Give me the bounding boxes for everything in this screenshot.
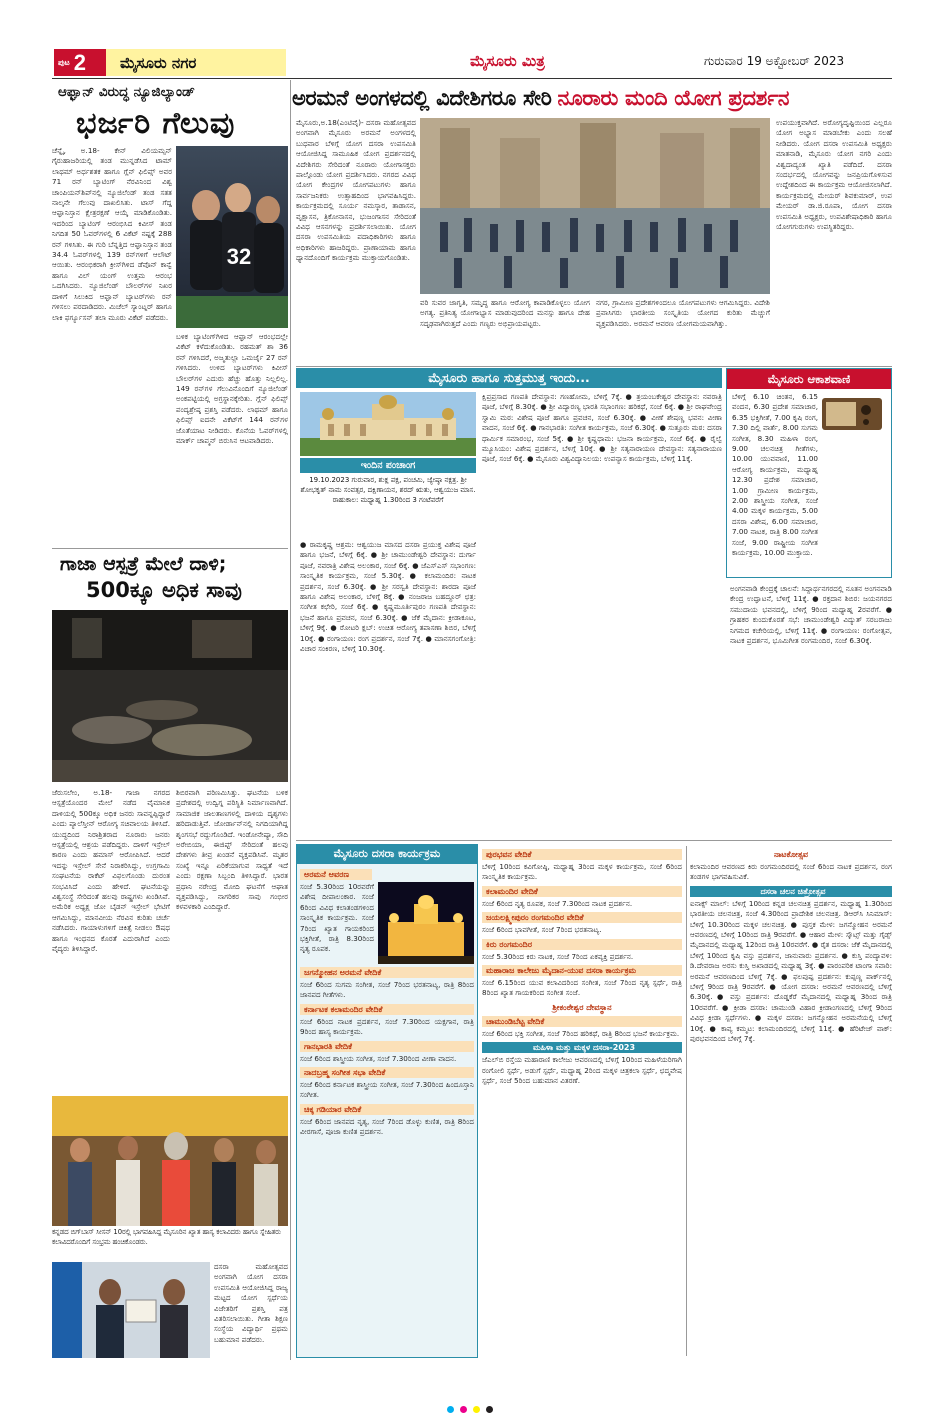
palace-lights-image xyxy=(378,882,474,964)
gaza-body-right: ಶಿಬಿರವಾಗಿ ಪರಿಣಮಿಸಿತ್ತು. ಘಟನೆಯ ಬಳಿಕ ಪ್ರದೇಶದಲ್ಲಿ ಉದ್ವಿಗ್ನ ಪರಿಸ್ಥಿತಿ ನಿರ್ಮಾಣವಾಗಿದೆ. ಸಾಮಾಜಿಕ ಜಾಲತಾಣಗಳಲ್ಲಿ ದಾಳಿಯ ದೃಶ್ಯಗಳು ಹರಿದಾಡುತ್ತಿವೆ. ಜೋರ್ಡಾನ್‌ನಲ್ಲಿ ನಿಗದಿಯಾಗಿದ್ದ ಶೃಂಗಸಭೆ ರದ್ದುಗೊಂಡಿದೆ. ಇಂಡೋನೇಷ್ಯಾ, ಸೌದಿ ಅರೇಬಿಯಾ, ಈಜಿಪ್ಟ್ ಸೇರಿದಂತೆ ಹಲವು ದೇಶಗಳು ತೀವ್ರ ಖಂಡನೆ ವ್ಯಕ್ತಪಡಿಸಿವೆ. ಮೃತರ ಸಂಖ್ಯೆ ಇನ್ನೂ ಏರಿಕೆಯಾಗುವ ಸಾಧ್ಯತೆ ಇದೆ ಎಂದು ರಕ್ಷಣಾ ಸಿಬ್ಬಂದಿ ತಿಳಿಸಿದ್ದಾರೆ. ಭಾರತ ಪ್ರಧಾನಿ ನರೇಂದ್ರ ಮೋದಿ ಘಟನೆಗೆ ಆಘಾತ ವ್ಯಕ್ತಪಡಿಸಿದ್ದು, ನಾಗರಿಕರ ಸಾವು ಗಂಭೀರ ಕಳವಳಕಾರಿ ಎಂದಿದ್ದಾರೆ. xyxy=(176,788,288,912)
page-number-badge xyxy=(54,49,106,76)
cricket-kicker: ಆಫ್ಘಾನ್ ವಿರುದ್ಧ ನ್ಯೂಜಿಲ್ಯಾಂಡ್ xyxy=(58,84,195,100)
palace-photo xyxy=(300,392,476,456)
dasara-right-sub1: ನಾಟಕೋತ್ಸವ xyxy=(774,850,808,859)
dasara-text1: ಸಂಜೆ 5.30ರಿಂದ 10ರವರೆಗೆ ವಿಶೇಷ ದೀಪಾಲಂಕಾರ. ಸಂಜೆ 6ರಿಂದ ವಿವಿಧ ಕಲಾತಂಡಗಳಿಂದ ಸಾಂಸ್ಕೃತಿಕ ಕಾರ್ಯಕ್ರಮ. ಸಂಜೆ 7ರಿಂದ ಖ್ಯಾತ ಗಾಯಕರಿಂದ ಭಕ್ತಿಗೀತೆ, ರಾತ್ರಿ 8.30ರಿಂದ ನೃತ್ಯ ರೂಪಕ. xyxy=(300,882,374,954)
dasara-mid-sub2: ಕಲಾಮಂದಿರ ವೇದಿಕೆ xyxy=(482,886,682,897)
dasara-col-rule xyxy=(686,846,687,1356)
dasara-sub3: ಕರ್ನಾಟಕ ಕಲಾಮಂದಿರ ವೇದಿಕೆ xyxy=(300,1004,474,1015)
dasara-mid-text8: ಜೆಎಲ್‌ಬಿ ರಸ್ತೆಯ ಮಹಾರಾಣಿ ಕಾಲೇಜು ಆವರಣದಲ್ಲಿ ಬೆಳಿಗ್ಗೆ 10ರಿಂದ ಮಹಿಳೆಯರಿಗಾಗಿ ರಂಗೋಲಿ ಸ್ಪರ್ಧೆ, ಅಡುಗೆ ಸ್ಪರ್ಧೆ, ಮಧ್ಯಾಹ್ನ 2ರಿಂದ ಮಕ್ಕಳ ಚಿತ್ರಕಲಾ ಸ್ಪರ್ಧೆ, ಛದ್ಮವೇಷ ಸ್ಪರ್ಧೆ, ಸಂಜೆ 5ರಿಂದ ಬಹುಮಾನ ವಿತರಣೆ. xyxy=(482,1055,682,1086)
today-events-mid: ● ರಾಮಕೃಷ್ಣ ಆಶ್ರಮ: ಆಶ್ವಯುಜ ಮಾಸದ ದಸರಾ ಪ್ರಯುಕ್ತ ವಿಶೇಷ ಪೂಜೆ ಹಾಗೂ ಭಜನೆ, ಬೆಳಿಗ್ಗೆ 6ಕ್ಕೆ. ● ಶ್ರೀ ಚಾಮುಂಡೇಶ್ವರಿ ದೇವಸ್ಥಾನ: ದುರ್ಗಾ ಪೂಜೆ, ನವರಾತ್ರಿ ವಿಶೇಷ ಅಲಂಕಾರ, ಸಂಜೆ 6ಕ್ಕೆ. ● ಜೆಎಸ್‌ಎಸ್ ಸಭಾಂಗಣ: ಸಾಂಸ್ಕೃತಿಕ ಕಾರ್ಯಕ್ರಮ, ಸಂಜೆ 5.30ಕ್ಕೆ. ● ಕಲಾಮಂದಿರ: ನಾಟಕ ಪ್ರದರ್ಶನ, ಸಂಜೆ 6.30ಕ್ಕೆ. ● ಶ್ರೀ ಸರಸ್ವತಿ ದೇವಸ್ಥಾನ: ಶಾರದಾ ಪೂಜೆ ಹಾಗೂ ವಿಶೇಷ ಅಲಂಕಾರ, ಬೆಳಿಗ್ಗೆ 8ಕ್ಕೆ. ● ನಂಜರಾಜ ಬಹದ್ದೂರ್ ಛತ್ರ: ಸಂಗೀತ ಕಛೇರಿ, ಸಂಜೆ 6ಕ್ಕೆ. ● ಕೃಷ್ಣಮೂರ್ತಿಪುರಂ ಗಣಪತಿ ದೇವಸ್ಥಾನ: ಭಜನೆ ಹಾಗೂ ಪ್ರವಚನ, ಸಂಜೆ 6.30ಕ್ಕೆ. ● ಜೆಕೆ ಮೈದಾನ: ಕ್ರೀಡಾಕೂಟ, ಬೆಳಿಗ್ಗೆ 9ಕ್ಕೆ. ● ರೋಟರಿ ಕ್ಲಬ್: ಉಚಿತ ಆರೋಗ್ಯ ತಪಾಸಣಾ ಶಿಬಿರ, ಬೆಳಿಗ್ಗೆ 10ಕ್ಕೆ. ● ರಂಗಾಯಣ: ರಂಗ ಪ್ರದರ್ಶನ, ಸಂಜೆ 7ಕ್ಕೆ. ● ಮಾನಸಗಂಗೋತ್ರಿ: ವಿಚಾರ ಸಂಕಿರಣ, ಬೆಳಿಗ್ಗೆ 10.30ಕ್ಕೆ. xyxy=(300,540,476,654)
cricket-photo xyxy=(176,146,288,328)
hospital-attack-image xyxy=(52,610,288,782)
notices-text: ಅಂಗನವಾಡಿ ಕೇಂದ್ರಕ್ಕೆ ಚಾಲನೆ: ಸಿದ್ದಾರ್ಥನಗರದಲ್ಲಿ ನೂತನ ಅಂಗನವಾಡಿ ಕೇಂದ್ರ ಉದ್ಘಾಟನೆ, ಬೆಳಿಗ್ಗೆ 11ಕ್ಕೆ. ● ರಕ್ತದಾನ ಶಿಬಿರ: ಜಯನಗರದ ಸಮುದಾಯ ಭವನದಲ್ಲಿ, ಬೆಳಿಗ್ಗೆ 9ರಿಂದ ಮಧ್ಯಾಹ್ನ 2ರವರೆಗೆ. ● ಗ್ರಾಹಕರ ಕುಂದುಕೊರತೆ ಸಭೆ: ಚಾಮುಂಡೇಶ್ವರಿ ವಿದ್ಯುತ್ ಸರಬರಾಜು ನಿಗಮದ ಕಚೇರಿಯಲ್ಲಿ, ಬೆಳಿಗ್ಗೆ 11ಕ್ಕೆ. ● ರಂಗಾಯಣ: ರಂಗೋತ್ಸವ, ನಾಟಕ ಪ್ರದರ್ಶನ, ಭೂಮಿಗೀತ ರಂಗಮಂದಿರ, ಸಂಜೆ 6.30ಕ್ಕೆ. xyxy=(730,584,892,646)
section-title: ಮೈಸೂರು ನಗರ xyxy=(120,53,197,72)
yellow-mark xyxy=(473,1406,480,1413)
radio-title: ಮೈಸೂರು ಆಕಾಶವಾಣಿ xyxy=(767,371,851,386)
dasara-title: ಮೈಸೂರು ದಸರಾ ಕಾರ್ಯಕ್ರಮ xyxy=(333,847,441,860)
radio-set-icon xyxy=(820,392,884,432)
section-label xyxy=(106,49,286,76)
yoga-headline-b: ನೂರಾರು ಮಂದಿ ಯೋಗ ಪ್ರದರ್ಶನ xyxy=(557,85,790,110)
panchanga-title: ಇಂದಿನ ಪಂಚಾಂಗ xyxy=(360,460,416,471)
dasara-col1 xyxy=(300,866,474,1354)
registration-marks xyxy=(0,1406,945,1416)
paper-name: ಮೈಸೂರು ಮಿತ್ರ xyxy=(470,52,545,70)
yoga-headline xyxy=(292,80,892,116)
cricket-players-image xyxy=(176,146,288,328)
dasara-mid-sub4: ಕಿರು ರಂಗಮಂದಿರ xyxy=(482,939,682,950)
dasara-text3: ಸಂಜೆ 6ರಿಂದ ನಾಟಕ ಪ್ರದರ್ಶನ, ಸಂಜೆ 7.30ರಿಂದ ಯಕ್ಷಗಾನ, ರಾತ್ರಿ 9ರಿಂದ ಹಾಸ್ಯ ಕಾರ್ಯಕ್ರಮ. xyxy=(300,1016,474,1037)
black-mark xyxy=(486,1406,493,1413)
left-column-rule xyxy=(290,80,291,1360)
cricket-headline: ಭರ್ಜರಿ ಗೆಲುವು xyxy=(76,106,236,141)
dasara-text6: ಸಂಜೆ 6ರಿಂದ ಜಾನಪದ ನೃತ್ಯ, ಸಂಜೆ 7ರಿಂದ ಡೊಳ್ಳು ಕುಣಿತ, ರಾತ್ರಿ 8ರಿಂದ ವೀರಗಾಸೆ, ಪೂಜಾ ಕುಣಿತ ಪ್ರದರ್ಶನ. xyxy=(300,1116,474,1137)
radio-schedule: ಬೆಳಿಗ್ಗೆ 6.10 ಚಿಂತನ, 6.15 ವಂದನ, 6.30 ಪ್ರದೇಶ ಸಮಾಚಾರ, 6.35 ಭಕ್ತಿಗೀತೆ, 7.00 ಕೃಷಿ ರಂಗ, 7.30 ದಿಲ್ಲಿ ವಾರ್ತೆ, 8.00 ಸುಗಮ ಸಂಗೀತ, 8.30 ಮಹಿಳಾ ರಂಗ, 9.00 ಚಲನಚಿತ್ರ ಗೀತೆಗಳು, 10.00 ಯುವವಾಣಿ, 11.00 ಆರೋಗ್ಯ ಕಾರ್ಯಕ್ರಮ, ಮಧ್ಯಾಹ್ನ 12.30 ಪ್ರದೇಶ ಸಮಾಚಾರ, 1.00 ಗ್ರಾಮೀಣ ಕಾರ್ಯಕ್ರಮ, 2.00 ಶಾಸ್ತ್ರೀಯ ಸಂಗೀತ, ಸಂಜೆ 4.00 ಮಕ್ಕಳ ಕಾರ್ಯಕ್ರಮ, 5.00 ದಸರಾ ವಿಶೇಷ, 6.00 ಸಮಾಚಾರ, 7.00 ನಾಟಕ, ರಾತ್ರಿ 8.00 ಸಂಗೀತ ಸಂಜೆ, 9.00 ರಾಷ್ಟ್ರೀಯ ಸಂಗೀತ ಕಾರ್ಯಕ್ರಮ, 10.00 ಮುಕ್ತಾಯ. xyxy=(732,392,818,558)
dasara-sub2: ಜಗನ್ಮೋಹನ ಅರಮನೆ ವೇದಿಕೆ xyxy=(300,967,474,978)
dasara-mid-sub7: ಚಾಮುಂಡಿಬೆಟ್ಟ ವೇದಿಕೆ xyxy=(482,1016,682,1027)
magenta-mark xyxy=(460,1406,467,1413)
dasara-sub4: ಗಾನಭಾರತಿ ವೇದಿಕೆ xyxy=(300,1041,474,1052)
dasara-sub6: ಚಿಕ್ಕ ಗಡಿಯಾರ ವೇದಿಕೆ xyxy=(300,1104,474,1115)
radio-icon xyxy=(820,392,884,432)
cricket-body-right: ಬಳಿಕ ಬ್ಯಾಟಿಂಗ್‌ಗಿಳಿದ ಆಫ್ಘಾನ್ ಆರಂಭದಲ್ಲೇ ವಿಕೆಟ್ ಕಳೆದುಕೊಂಡಿತು. ರಹಮತ್ ಶಾ 36 ರನ್ ಗಳಿಸಿದರೆ, ಅಜ್ಮತುಲ್ಲಾ ಒಮರ್ಜೈ 27 ರನ್ ಗಳಿಸಿದರು. ಉಳಿದ ಬ್ಯಾಟರ್‌ಗಳು ಕಿವೀಸ್ ಬೌಲರ್‌ಗಳ ಎದುರು ಹೆಚ್ಚು ಹೊತ್ತು ನಿಲ್ಲಲಿಲ್ಲ. 149 ರನ್‌ಗಳ ಗೆಲುವಿನೊಂದಿಗೆ ನ್ಯೂಜಿಲೆಂಡ್ ಅಂಕಪಟ್ಟಿಯಲ್ಲಿ ಅಗ್ರಸ್ಥಾನಕ್ಕೇರಿತು. ಗ್ಲೆನ್ ಫಿಲಿಪ್ಸ್ ಪಂದ್ಯಶ್ರೇಷ್ಠ ಪ್ರಶಸ್ತಿ ಪಡೆದರು. ಲಾಥಮ್ ಹಾಗೂ ಫಿಲಿಪ್ಸ್ ಐದನೇ ವಿಕೆಟ್‌ಗೆ 144 ರನ್‌ಗಳ ಜೊತೆಯಾಟ ನೀಡಿದರು. ಕೊನೆಯ ಓವರ್‌ಗಳಲ್ಲಿ ಮಾರ್ಕ್ ಚಾಪ್ಮನ್ ಬಿರುಸಿನ ಆಟವಾಡಿದರು. xyxy=(176,332,288,446)
panchanga-title-bar xyxy=(300,458,476,473)
cricket-body-left: ಚೆನ್ನೈ, ಅ.18- ಕೇನ್ ವಿಲಿಯಮ್ಸನ್ ಗೈರುಹಾಜರಿಯಲ್ಲಿ ತಂಡ ಮುನ್ನಡೆಸಿದ ಟಾಮ್ ಲಾಥಮ್ ಅರ್ಧಶತಕ ಹಾಗೂ ಗ್ಲೆನ್ ಫಿಲಿಪ್ಸ್ ಅವರ 71 ರನ್ ಬ್ಯಾಟಿಂಗ್ ನೆರವಿನಿಂದ ವಿಶ್ವ ಚಾಂಪಿಯನ್‌ಶಿಪ್‌ನಲ್ಲಿ ನ್ಯೂಜಿಲೆಂಡ್ ತಂಡ ಸತತ ನಾಲ್ಕನೇ ಗೆಲುವು ದಾಖಲಿಸಿತು. ಟಾಸ್ ಗೆದ್ದ ಆಫ್ಘಾನಿಸ್ತಾನ ಕ್ಷೇತ್ರರಕ್ಷಣೆ ಆಯ್ಕೆ ಮಾಡಿಕೊಂಡಿತು. ಇದರಿಂದ ಬ್ಯಾಟಿಂಗ್ ಆರಂಭಿಸಿದ ಕಿವೀಸ್ ತಂಡ ನಿಗದಿತ 50 ಓವರ್‌ಗಳಲ್ಲಿ 6 ವಿಕೆಟ್ ನಷ್ಟಕ್ಕೆ 288 ರನ್ ಗಳಿಸಿತು. ಈ ಗುರಿ ಬೆನ್ನತ್ತಿದ ಆಫ್ಘಾನಿಸ್ತಾನ ತಂಡ 34.4 ಓವರ್‌ಗಳಲ್ಲಿ 139 ರನ್‌ಗಳಿಗೆ ಆಲೌಟ್ ಆಯಿತು. ಆರಂಭಿಕರಾಗಿ ಕ್ರೀಸ್‌ಗಿಳಿದ ಡೆವೊನ್ ಕಾನ್ವೆ ಹಾಗೂ ವಿಲ್ ಯಂಗ್ ಉತ್ತಮ ಆರಂಭ ಒದಗಿಸಿದರು. ನ್ಯೂಜಿಲೆಂಡ್ ಬೌಲರ್‌ಗಳ ನಿಖರ ದಾಳಿಗೆ ಸಿಲುಕಿದ ಆಫ್ಘಾನ್ ಬ್ಯಾಟರ್‌ಗಳು ರನ್ ಗಳಿಸಲು ಪರದಾಡಿದರು. ಮಿಚೆಲ್ ಸ್ಯಾಂಟ್ನರ್ ಹಾಗೂ ಲಾಕಿ ಫರ್ಗ್ಯೂಸನ್ ತಲಾ ಮೂರು ವಿಕೆಟ್ ಪಡೆದರು. xyxy=(52,146,172,322)
dasara-title-bar xyxy=(296,844,478,864)
gaza-headline-2: 500ಕ್ಕೂ ಅಧಿಕ ಸಾವು xyxy=(86,578,242,602)
illuminated-palace-photo xyxy=(378,882,474,964)
today-title-bar xyxy=(296,368,722,388)
today-title: ಮೈಸೂರು ಹಾಗೂ ಸುತ್ತಮುತ್ತ ಇಂದು... xyxy=(428,370,590,385)
yoga-headline-a: ಅರಮನೆ ಅಂಗಳದಲ್ಲಿ ವಿದೇಶಿಗರೂ ಸೇರಿ xyxy=(292,85,552,110)
page-number: 2 xyxy=(73,49,86,75)
gaza-headline-1: ಗಾಜಾ ಆಸ್ಪತ್ರೆ ಮೇಲೆ ದಾಳಿ; xyxy=(60,553,227,575)
dasara-mid-sub5: ಮಹಾರಾಜ ಕಾಲೇಜು ಮೈದಾನ-ಯುವ ದಸರಾ ಕಾರ್ಯಕ್ರಮ xyxy=(482,965,682,976)
gaza-top-rule xyxy=(52,548,288,549)
award-photo xyxy=(52,1262,210,1358)
yoga-bottom-rule xyxy=(296,366,892,367)
today-bottom-rule xyxy=(296,840,892,841)
dasara-right-text2: ಐನಾಕ್ಸ್ ಮಾಲ್: ಬೆಳಿಗ್ಗೆ 10ರಿಂದ ಕನ್ನಡ ಚಲನಚಿತ್ರ ಪ್ರದರ್ಶನ, ಮಧ್ಯಾಹ್ನ 1.30ರಿಂದ ಭಾರತೀಯ ಚಲನಚಿತ್ರ, ಸಂಜೆ 4.30ರಿಂದ ಪ್ರಾದೇಶಿಕ ಚಲನಚಿತ್ರ. ಡಿಆರ್‌ಸಿ ಸಿನಿಮಾಸ್: ಬೆಳಿಗ್ಗೆ 10.30ರಿಂದ ಮಕ್ಕಳ ಚಲನಚಿತ್ರ. ● ಪುಸ್ತಕ ಮೇಳ: ಜಗನ್ಮೋಹನ ಅರಮನೆ ಆವರಣದಲ್ಲಿ ಬೆಳಿಗ್ಗೆ 10ರಿಂದ ರಾತ್ರಿ 9ರವರೆಗೆ. ● ಆಹಾರ ಮೇಳ: ಸ್ಕೌಟ್ಸ್ ಮತ್ತು ಗೈಡ್ಸ್ ಮೈದಾನದಲ್ಲಿ ಮಧ್ಯಾಹ್ನ 12ರಿಂದ ರಾತ್ರಿ 10ರವರೆಗೆ. ● ರೈತ ದಸರಾ: ಜೆಕೆ ಮೈದಾನದಲ್ಲಿ ಬೆಳಿಗ್ಗೆ 10ರಿಂದ ಕೃಷಿ ವಸ್ತು ಪ್ರದರ್ಶನ, ಜಾನುವಾರು ಪ್ರದರ್ಶನ. ● ಕುಸ್ತಿ ಪಂದ್ಯಾವಳಿ: ಡಿ.ದೇವರಾಜ ಅರಸು ಕುಸ್ತಿ ಅಖಾಡದಲ್ಲಿ ಮಧ್ಯಾಹ್ನ 3ಕ್ಕೆ. ● ಪಾರಂಪರಿಕ ಟಾಂಗಾ ಸವಾರಿ: ಅರಮನೆ ಆವರಣದಿಂದ ಬೆಳಿಗ್ಗೆ 7ಕ್ಕೆ. ● ಫಲಪುಷ್ಪ ಪ್ರದರ್ಶನ: ಕುಪ್ಪಣ್ಣ ಪಾರ್ಕ್‌ನಲ್ಲಿ ಬೆಳಿಗ್ಗೆ 9ರಿಂದ ರಾತ್ರಿ 9ರವರೆಗೆ. ● ಯೋಗ ದಸರಾ: ಅರಮನೆ ಆವರಣದಲ್ಲಿ ಬೆಳಿಗ್ಗೆ 6.30ಕ್ಕೆ. ● ವಸ್ತು ಪ್ರದರ್ಶನ: ದೊಡ್ಡಕೆರೆ ಮೈದಾನದಲ್ಲಿ ಮಧ್ಯಾಹ್ನ 3ರಿಂದ ರಾತ್ರಿ 10ರವರೆಗೆ. ● ಕ್ರೀಡಾ ದಸರಾ: ಚಾಮುಂಡಿ ವಿಹಾರ ಕ್ರೀಡಾಂಗಣದಲ್ಲಿ ಬೆಳಿಗ್ಗೆ 9ರಿಂದ ವಿವಿಧ ಕ್ರೀಡಾ ಸ್ಪರ್ಧೆಗಳು. ● ಮಕ್ಕಳ ದಸರಾ: ಜಗನ್ಮೋಹನ ಅರಮನೆಯಲ್ಲಿ ಬೆಳಿಗ್ಗೆ 10ಕ್ಕೆ. ● ಕಾವ್ಯ ಕಮ್ಮಟ: ಕಲಾಮಂದಿರದಲ್ಲಿ ಬೆಳಿಗ್ಗೆ 11ಕ್ಕೆ. ● ಹೆರಿಟೇಜ್ ವಾಕ್: ಪುರಭವನದಿಂದ ಬೆಳಿಗ್ಗೆ 7ಕ್ಕೆ. xyxy=(690,898,892,1044)
cyan-mark xyxy=(447,1406,454,1413)
dasara-mid-sub6: ಶ್ರೀಕಂಠೇಶ್ವರ ದೇವಸ್ಥಾನ xyxy=(552,1002,612,1012)
dasara-mid-text5: ಸಂಜೆ 6.15ರಿಂದ ಯುವ ಕಲಾವಿದರಿಂದ ಸಂಗೀತ, ಸಂಜೆ 7ರಿಂದ ನೃತ್ಯ ಸ್ಪರ್ಧೆ, ರಾತ್ರಿ 8ರಿಂದ ಖ್ಯಾತ ಗಾಯಕರಿಂದ ಸಂಗೀತ ಸಂಜೆ. xyxy=(482,978,682,998)
gaza-body-left: ಜೆರುಸಲೇಂ, ಅ.18- ಗಾಜಾ ನಗರದ ಆಸ್ಪತ್ರೆಯೊಂದರ ಮೇಲೆ ನಡೆದ ವೈಮಾನಿಕ ದಾಳಿಯಲ್ಲಿ 500ಕ್ಕೂ ಅಧಿಕ ಜನರು ಸಾವನ್ನಪ್ಪಿದ್ದಾರೆ ಎಂದು ಪ್ಯಾಲೆಸ್ತೀನ್ ಆರೋಗ್ಯ ಸಚಿವಾಲಯ ತಿಳಿಸಿದೆ. ಯುದ್ಧದಿಂದ ನಿರಾಶ್ರಿತರಾದ ನೂರಾರು ಜನರು ಆಸ್ಪತ್ರೆಯಲ್ಲಿ ಆಶ್ರಯ ಪಡೆದಿದ್ದರು. ದಾಳಿಗೆ ಇಸ್ರೇಲ್ ಕಾರಣ ಎಂದು ಹಮಾಸ್ ಆರೋಪಿಸಿದೆ. ಆದರೆ ಇದನ್ನು ಇಸ್ರೇಲ್ ಸೇನೆ ನಿರಾಕರಿಸಿದ್ದು, ಉಗ್ರಗಾಮಿ ಸಂಘಟನೆಯ ರಾಕೆಟ್ ವಿಫಲಗೊಂಡು ದುರಂತ ಸಂಭವಿಸಿದೆ ಎಂದು ಹೇಳಿದೆ. ಘಟನೆಯನ್ನು ವಿಶ್ವಸಂಸ್ಥೆ ಸೇರಿದಂತೆ ಹಲವು ರಾಷ್ಟ್ರಗಳು ಖಂಡಿಸಿವೆ. ಅಮೆರಿಕ ಅಧ್ಯಕ್ಷ ಜೋ ಬೈಡನ್ ಇಸ್ರೇಲ್ ಭೇಟಿಗೆ ಆಗಮಿಸಿದ್ದು, ಮಾನವೀಯ ನೆರವಿನ ಕುರಿತು ಚರ್ಚೆ ನಡೆಸಿದರು. ಗಾಯಾಳುಗಳಿಗೆ ಚಿಕಿತ್ಸೆ ನೀಡಲು ಔಷಧ ಹಾಗೂ ಇಂಧನದ ಕೊರತೆ ಎದುರಾಗಿದೆ ಎಂದು ವೈದ್ಯರು ತಿಳಿಸಿದ್ದಾರೆ. xyxy=(52,788,170,954)
bigboss-photo xyxy=(52,1096,288,1226)
dasara-text2: ಸಂಜೆ 6ರಿಂದ ಸುಗಮ ಸಂಗೀತ, ಸಂಜೆ 7ರಿಂದ ಭರತನಾಟ್ಯ, ರಾತ್ರಿ 8ರಿಂದ ಜಾನಪದ ಗೀತೆಗಳು. xyxy=(300,980,474,1000)
masthead-rule xyxy=(52,78,892,79)
dasara-mid-sub8: ಮಹಿಳಾ ಮತ್ತು ಮಕ್ಕಳ ದಸರಾ-2023 xyxy=(482,1042,682,1053)
dasara-right-text1: ಕಲಾಮಂದಿರ ಆವರಣದ ಕಿರು ರಂಗಮಂದಿರದಲ್ಲಿ ಸಂಜೆ 6ರಿಂದ ನಾಟಕ ಪ್ರದರ್ಶನ, ರಂಗ ತಂಡಗಳ ಭಾಗವಹಿಸುವಿಕೆ. xyxy=(690,862,892,882)
dasara-mid-sub3: ಜಯಲಕ್ಷ್ಮೀಪುರಂ ರಂಗಮಂದಿರ ವೇದಿಕೆ xyxy=(482,912,682,923)
brief-text: ದಸರಾ ಮಹೋತ್ಸವದ ಅಂಗವಾಗಿ ಯೋಗ ದಸರಾ ಉಪಸಮಿತಿ ಆಯೋಜಿಸಿದ್ದ ರಾಜ್ಯ ಮಟ್ಟದ ಯೋಗ ಸ್ಪರ್ಧೆಯ ವಿಜೇತರಿಗೆ ಪ್ರಶಸ್ತಿ ಪತ್ರ ವಿತರಿಸಲಾಯಿತು. ಗೀತಾ ಶಿಕ್ಷಣ ಸಂಸ್ಥೆಯ ವಿದ್ಯಾರ್ಥಿ ಪ್ರಥಮ ಬಹುಮಾನ ಪಡೆದರು. xyxy=(214,1262,288,1344)
dasara-col2 xyxy=(482,846,682,1356)
yoga-photo xyxy=(420,118,770,294)
dasara-text4: ಸಂಜೆ 6ರಿಂದ ಶಾಸ್ತ್ರೀಯ ಸಂಗೀತ, ಸಂಜೆ 7.30ರಿಂದ ವೀಣಾ ವಾದನ. xyxy=(300,1053,457,1063)
issue-date: ಗುರುವಾರ 19 ಅಕ್ಟೋಬರ್ 2023 xyxy=(704,54,845,68)
yoga-under-col1: ವರಿ ಸುವರ ಜಾಗೃತಿ, ಸಮೃದ್ಧ ಹಾಗೂ ಆರೋಗ್ಯ ಕಾಪಾಡಿಕೊಳ್ಳಲು ಯೋಗ ಅಗತ್ಯ. ಪ್ರತಿನಿತ್ಯ ಯೋಗಾಭ್ಯಾಸ ಮಾಡುವುದರಿಂದ ಮನಸ್ಸು ಹಾಗೂ ದೇಹ ಸದೃಢವಾಗಿರುತ್ತದೆ ಎಂದು ಗಣ್ಯರು ಅಭಿಪ್ರಾಯಪಟ್ಟರು. xyxy=(420,298,590,328)
group-photo-image xyxy=(52,1096,288,1226)
jersey-number: 32 xyxy=(226,244,252,269)
dasara-mid-text3: ಸಂಜೆ 6ರಿಂದ ಭಾವಗೀತೆ, ಸಂಜೆ 7ರಿಂದ ಭರತನಾಟ್ಯ. xyxy=(482,925,602,935)
dasara-sub1: ಅರಮನೆ ಆವರಣ xyxy=(300,869,372,880)
gaza-photo xyxy=(52,610,288,782)
panchanga-text: 19.10.2023 ಗುರುವಾರ, ಶುಕ್ಲ ಪಕ್ಷ, ಪಂಚಮಿ, ಜ್ಯೇಷ್ಠಾ ನಕ್ಷತ್ರ. ಶ್ರೀ ಶೋಭಕೃತ್ ನಾಮ ಸಂವತ್ಸರ, ದಕ್ಷಿಣಾಯನ, ಶರದ್ ಋತು, ಆಶ್ವಯುಜ ಮಾಸ. ರಾಹುಕಾಲ: ಮಧ್ಯಾಹ್ನ 1.30ರಿಂದ 3 ಗಂಟೆವರೆಗೆ xyxy=(300,476,476,504)
dasara-text5: ಸಂಜೆ 6ರಿಂದ ಕರ್ನಾಟಕ ಶಾಸ್ತ್ರೀಯ ಸಂಗೀತ, ಸಂಜೆ 7.30ರಿಂದ ಹಿಂದೂಸ್ತಾನಿ ಸಂಗೀತ. xyxy=(300,1080,474,1100)
dasara-mid-text4: ಸಂಜೆ 5.30ರಿಂದ ಕಿರು ನಾಟಕ, ಸಂಜೆ 7ರಿಂದ ಏಕವ್ಯಕ್ತಿ ಪ್ರದರ್ಶನ. xyxy=(482,951,634,961)
dasara-mid-text7: ಸಂಜೆ 6ರಿಂದ ಭಕ್ತಿ ಸಂಗೀತ, ಸಂಜೆ 7ರಿಂದ ಹರಿಕಥೆ, ರಾತ್ರಿ 8ರಿಂದ ಭಜನೆ ಕಾರ್ಯಕ್ರಮ. xyxy=(482,1028,680,1038)
dasara-mid-sub1: ಪುರಭವನ ವೇದಿಕೆ xyxy=(482,849,682,860)
dasara-mid-text1: ಬೆಳಿಗ್ಗೆ 10ರಿಂದ ಕವಿಗೋಷ್ಠಿ, ಮಧ್ಯಾಹ್ನ 3ರಿಂದ ಮಕ್ಕಳ ಕಾರ್ಯಕ್ರಮ, ಸಂಜೆ 6ರಿಂದ ಸಾಂಸ್ಕೃತಿಕ ಕಾರ್ಯಕ್ರಮ. xyxy=(482,862,682,882)
radio-title-bar xyxy=(727,369,891,389)
mysore-palace-image xyxy=(300,392,476,456)
yoga-col1: ಮೈಸೂರು,ಅ.18(ಎಂಟಿವೈ)- ದಸರಾ ಮಹೋತ್ಸವದ ಅಂಗವಾಗಿ ಮೈಸೂರು ಅರಮನೆ ಅಂಗಳದಲ್ಲಿ ಬುಧವಾರ ಬೆಳಿಗ್ಗೆ ಯೋಗ ದಸರಾ ಉಪಸಮಿತಿ ಆಯೋಜಿಸಿದ್ದ ಸಾಮೂಹಿಕ ಯೋಗ ಪ್ರದರ್ಶನದಲ್ಲಿ ವಿದೇಶಿಗರು ಸೇರಿದಂತೆ ನೂರಾರು ಯೋಗಾಸಕ್ತರು ಪಾಲ್ಗೊಂಡು ಯೋಗ ಪ್ರದರ್ಶಿಸಿದರು. ನಗರದ ವಿವಿಧ ಯೋಗ ಕೇಂದ್ರಗಳ ಯೋಗಪಟುಗಳು ಹಾಗೂ ಸಾರ್ವಜನಿಕರು ಉತ್ಸಾಹದಿಂದ ಭಾಗವಹಿಸಿದ್ದರು. ಕಾರ್ಯಕ್ರಮದಲ್ಲಿ ಸೂರ್ಯ ನಮಸ್ಕಾರ, ತಾಡಾಸನ, ವೃಕ್ಷಾಸನ, ತ್ರಿಕೋನಾಸನ, ಭುಜಂಗಾಸನ ಸೇರಿದಂತೆ ವಿವಿಧ ಆಸನಗಳನ್ನು ಪ್ರದರ್ಶಿಸಲಾಯಿತು. ಯೋಗ ದಸರಾ ಉಪಸಮಿತಿಯ ಪದಾಧಿಕಾರಿಗಳು ಹಾಗೂ ಅಧಿಕಾರಿಗಳು ಹಾಜರಿದ್ದರು. ಪ್ರಾಣಾಯಾಮ ಹಾಗೂ ಧ್ಯಾನದೊಂದಿಗೆ ಕಾರ್ಯಕ್ರಮ ಮುಕ್ತಾಯಗೊಂಡಿತು. xyxy=(296,118,416,263)
bigboss-caption: ಕನ್ನಡದ ಬಿಗ್‌ಬಾಸ್ ಸೀಸನ್ 10ರಲ್ಲಿ ಭಾಗವಹಿಸಿದ್ದ ಮೈಸೂರಿನ ಖ್ಯಾತ ಹಾಸ್ಯ ಕಲಾವಿದರು ಹಾಗೂ ಸ್ನೇಹಿತರು ಕಲಾವಿದರೊಂದಿಗೆ ಸಂಭ್ರಮ ಹಂಚಿಕೊಂಡರು. xyxy=(52,1228,281,1246)
award-ceremony-image xyxy=(52,1262,210,1358)
dasara-sub5: ನಾದಬ್ರಹ್ಮ ಸಂಗೀತ ಸಭಾ ವೇದಿಕೆ xyxy=(300,1067,474,1078)
dasara-right-sub2: ದಸರಾ ಚಲನ ಚಿತ್ರೋತ್ಸವ xyxy=(690,886,892,897)
dasara-mid-text2: ಸಂಜೆ 6ರಿಂದ ನೃತ್ಯ ರೂಪಕ, ಸಂಜೆ 7.30ರಿಂದ ನಾಟಕ ಪ್ರದರ್ಶನ. xyxy=(482,898,633,908)
palace-yoga-image xyxy=(420,118,770,294)
yoga-col-right: ಉಪಯುಕ್ತವಾಗಿದೆ. ಅರೋಗ್ಯದೃಷ್ಟಿಯಿಂದ ಎಲ್ಲರೂ ಯೋಗ ಅಭ್ಯಾಸ ಮಾಡಬೇಕು ಎಂದು ಸಲಹೆ ನೀಡಿದರು. ಯೋಗ ದಸರಾ ಉಪಸಮಿತಿ ಅಧ್ಯಕ್ಷರು ಮಾತನಾಡಿ, ಮೈಸೂರು ಯೋಗ ನಗರಿ ಎಂದು ವಿಶ್ವದಾದ್ಯಂತ ಖ್ಯಾತಿ ಪಡೆದಿದೆ. ದಸರಾ ಸಂದರ್ಭದಲ್ಲಿ ಯೋಗವನ್ನು ಜನಪ್ರಿಯಗೊಳಿಸುವ ಉದ್ದೇಶದಿಂದ ಈ ಕಾರ್ಯಕ್ರಮ ಆಯೋಜಿಸಲಾಗಿದೆ. ಕಾರ್ಯಕ್ರಮದಲ್ಲಿ ಮೇಯರ್ ಶಿವಕುಮಾರ್, ಉಪ ಮೇಯರ್ ಡಾ.ಜಿ.ರೂಪಾ, ಯೋಗ ದಸರಾ ಉಪಸಮಿತಿ ಅಧ್ಯಕ್ಷರು, ಉಪವಿಶೇಷಾಧಿಕಾರಿ ಹಾಗೂ ಯೋಗಗುರುಗಳು ಉಪಸ್ಥಿತರಿದ್ದರು. xyxy=(776,118,892,232)
dasara-col3 xyxy=(690,846,892,1356)
page-word: ಪುಟ xyxy=(58,57,70,67)
yoga-under-col2: ನಗರ, ಗ್ರಾಮೀಣ ಪ್ರದೇಶಗಳಿಂದಲೂ ಯೋಗಪಟುಗಳು ಆಗಮಿಸಿದ್ದರು. ವಿದೇಶಿ ಪ್ರವಾಸಿಗರು ಭಾರತೀಯ ಸಂಸ್ಕೃತಿಯ ಯೋಗದ ಕುರಿತು ಮೆಚ್ಚುಗೆ ವ್ಯಕ್ತಪಡಿಸಿದರು. ಅರಮನೆ ಆವರಣ ಯೋಗಮಯವಾಗಿತ್ತು. xyxy=(596,298,770,328)
today-events-right: ಕ್ಷಿಪ್ರಪ್ರಸಾದ ಗಣಪತಿ ದೇವಸ್ಥಾನ: ಗಣಹೋಮ, ಬೆಳಿಗ್ಗೆ 7ಕ್ಕೆ. ● ತ್ರಯಂಬಕೇಶ್ವರ ದೇವಸ್ಥಾನ: ನವರಾತ್ರಿ ಪೂಜೆ, ಬೆಳಿಗ್ಗೆ 8.30ಕ್ಕೆ. ● ಶ್ರೀ ವಿದ್ಯಾರಣ್ಯ ಭಾರತಿ ಸಭಾಂಗಣ: ಹರಿಕಥೆ, ಸಂಜೆ 6ಕ್ಕೆ. ● ಶ್ರೀ ರಾಘವೇಂದ್ರ ಸ್ವಾಮಿ ಮಠ: ವಿಶೇಷ ಪೂಜೆ ಹಾಗೂ ಪ್ರವಚನ, ಸಂಜೆ 6.30ಕ್ಕೆ. ● ವೀಣೆ ಶೇಷಣ್ಣ ಭವನ: ವೀಣಾ ವಾದನ, ಸಂಜೆ 6ಕ್ಕೆ. ● ಗಾನಭಾರತಿ: ಸಂಗೀತ ಕಾರ್ಯಕ್ರಮ, ಸಂಜೆ 6.30ಕ್ಕೆ. ● ಸುತ್ತೂರು ಮಠ: ದಸರಾ ಧಾರ್ಮಿಕ ಸಮಾರಂಭ, ಸಂಜೆ 5ಕ್ಕೆ. ● ಶ್ರೀ ಕೃಷ್ಣಧಾಮ: ಭಜನಾ ಕಾರ್ಯಕ್ರಮ, ಸಂಜೆ 6ಕ್ಕೆ. ● ರೈಲ್ವೆ ಮ್ಯೂಸಿಯಂ: ವಿಶೇಷ ಪ್ರದರ್ಶನ, ಬೆಳಿಗ್ಗೆ 10ಕ್ಕೆ. ● ಶ್ರೀ ಸತ್ಯನಾರಾಯಣ ದೇವಸ್ಥಾನ: ಸತ್ಯನಾರಾಯಣ ಪೂಜೆ, ಸಂಜೆ 6ಕ್ಕೆ. ● ಮೈಸೂರು ವಿಶ್ವವಿದ್ಯಾನಿಲಯ: ಉಪನ್ಯಾಸ ಕಾರ್ಯಕ್ರಮ, ಬೆಳಿಗ್ಗೆ 11ಕ್ಕೆ. xyxy=(482,392,722,464)
